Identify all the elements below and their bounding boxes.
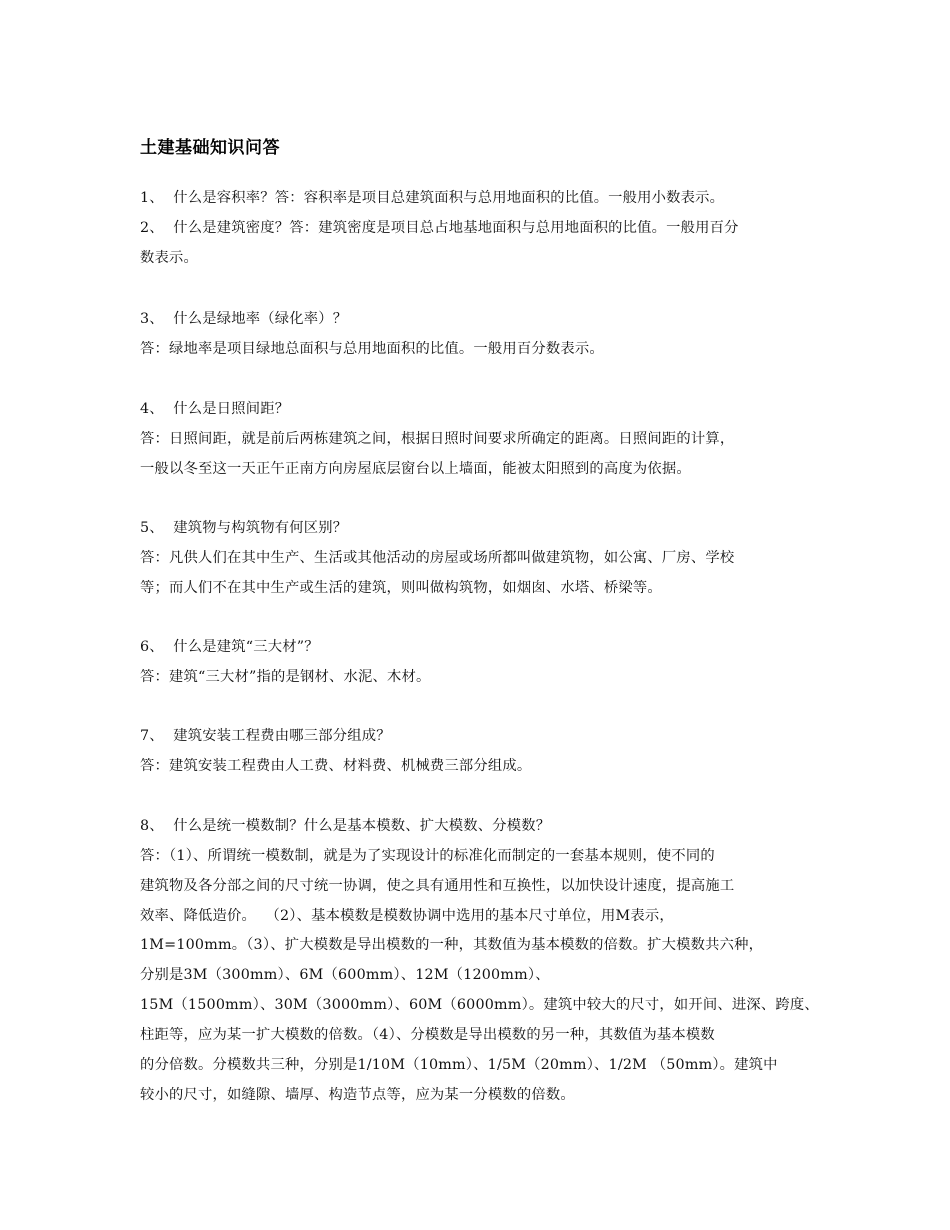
text-line: 的分倍数。分模数共三种，分别是1/10M（10mm）、1/5M（20mm）、1/2M （50mm）。建筑中 [140, 1057, 778, 1073]
text-line: 答：建筑“三大材”指的是钢材、水泥、木材。 [140, 669, 431, 685]
text-line: 7、 建筑安装工程费由哪三部分组成？ [140, 728, 391, 744]
text-line: 1、 什么是容积率？答：容积率是项目总建筑面积与总用地面积的比值。一般用小数表示。 [140, 190, 725, 206]
text-line: 效率、降低造价。 （2）、基本模数是模数协调中选用的基本尺寸单位，用M表示， [140, 908, 674, 924]
text-line: 5、 建筑物与构筑物有何区别？ [140, 520, 348, 536]
text-line: 分别是3M（300mm）、6M（600mm）、12M（1200mm）、 [140, 967, 550, 983]
text-line: 答：绿地率是项目绿地总面积与总用地面积的比值。一般用百分数表示。 [140, 341, 604, 357]
text-line: 等；而人们不在其中生产或生活的建筑，则叫做构筑物，如烟囱、水塔、桥梁等。 [140, 580, 662, 596]
text-line: 15M（1500mm）、30M（3000mm）、60M（6000mm）。建筑中较大的尺寸，如开间、进深、跨度、 [140, 997, 819, 1013]
document-title: 土建基础知识问答 [140, 138, 280, 158]
text-line: 答：建筑安装工程费由人工费、材料费、机械费三部分组成。 [140, 758, 532, 774]
text-line: 3、 什么是绿地率（绿化率）？ [140, 311, 348, 327]
text-line: 答：日照间距，就是前后两栋建筑之间，根据日照时间要求所确定的距离。日照间距的计算， [140, 431, 735, 447]
text-line: 6、 什么是建筑“三大材”？ [140, 639, 319, 655]
text-line: 建筑物及各分部之间的尺寸统一协调，使之具有通用性和互换性，以加快设计速度，提高施工 [140, 878, 735, 894]
text-line: 柱距等，应为某一扩大模数的倍数。（4）、分模数是导出模数的另一种，其数值为基本模数 [140, 1027, 715, 1043]
text-line: 一般以冬至这一天正午正南方向房屋底层窗台以上墙面，能被太阳照到的高度为依据。 [140, 461, 691, 477]
text-line: 数表示。 [140, 250, 198, 266]
text-line: 8、 什么是统一模数制？什么是基本模数、扩大模数、分模数？ [140, 818, 551, 834]
text-line: 2、 什么是建筑密度？答：建筑密度是项目总占地基地面积与总用地面积的比值。一般用百分 [140, 220, 739, 236]
text-line: 答：凡供人们在其中生产、生活或其他活动的房屋或场所都叫做建筑物，如公寓、厂房、学校 [140, 550, 735, 566]
text-line: 4、 什么是日照间距？ [140, 401, 290, 417]
text-line: 1M=100mm。（3）、扩大模数是导出模数的一种，其数值为基本模数的倍数。扩大模数共六种， [140, 937, 764, 953]
text-line: 较小的尺寸，如缝隙、墙厚、构造节点等，应为某一分模数的倍数。 [140, 1087, 575, 1103]
text-line: 答：（1）、所谓统一模数制，就是为了实现设计的标准化而制定的一套基本规则，使不同的 [140, 848, 715, 864]
